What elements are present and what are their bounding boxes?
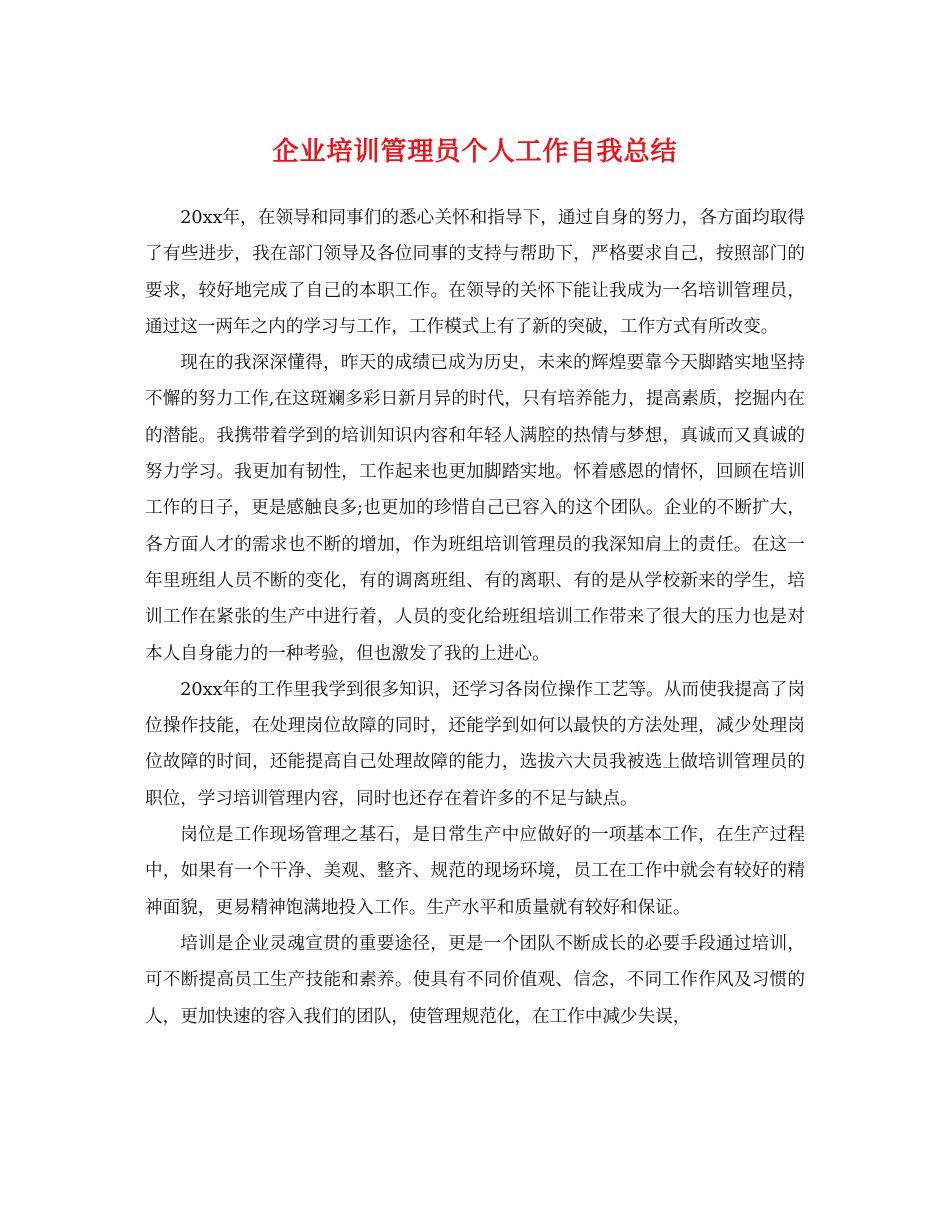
paragraph: 20xx年的工作里我学到很多知识，还学习各岗位操作工艺等。从而使我提高了岗位操作技能，在处理岗位故障的同时，还能学到如何以最快的方法处理，减少处理岗位故障的时间，还能提高自己处理故障的能力，选拔六大员我被选上做培训管理员的职位，学习培训管理内容，同时也还存在着许多的不足与缺点。 xyxy=(145,679,805,809)
document-title: 企业培训管理员个人工作自我总结 xyxy=(272,137,678,167)
paragraph: 20xx年，在领导和同事们的悉心关怀和指导下，通过自身的努力，各方面均取得了有些进步，我在部门领导及各位同事的支持与帮助下，严格要求自己，按照部门的要求，较好地完成了自己的本职工作。在领导的关怀下能让我成为一名培训管理员，通过这一两年之内的学习与工作，工作模式上有了新的突破，工作方式有所改变。 xyxy=(145,208,805,337)
document-body xyxy=(145,200,805,1035)
paragraph: 培训是企业灵魂宣贯的重要途径，更是一个团队不断成长的必要手段通过培训，可不断提高员工生产技能和素养。使具有不同价值观、信念，不同工作作风及习惯的人，更加快速的容入我们的团队，使管理规范化，在工作中减少失误， xyxy=(145,933,805,1027)
paragraph: 现在的我深深懂得，昨天的成绩已成为历史，未来的辉煌要靠今天脚踏实地坚持不懈的努力工作,在这斑斓多彩日新月异的时代，只有培养能力，提高素质，挖掘内在的潜能。我携带着学到的培训知识内容和年轻人满腔的热情与梦想，真诚而又真诚的努力学习。我更加有韧性，工作起来也更加脚踏实地。怀着感恩的情怀，回顾在培训工作的日子，更是感触良多;也更加的珍惜自己已容入的这个团队。企业的不断扩大，各方面人才的需求也不断的增加，作为班组培训管理员的我深知肩上的责任。在这一年里班组人员不断的变化，有的调离班组、有的离职、有的是从学校新来的学生，培训工作在紧张的生产中进行着，人员的变化给班组培训工作带来了很大的压力也是对本人自身能力的一种考验，但也激发了我的上进心。 xyxy=(145,353,805,664)
paragraph: 岗位是工作现场管理之基石，是日常生产中应做好的一项基本工作，在生产过程中，如果有一个干净、美观、整齐、规范的现场环境，员工在工作中就会有较好的精神面貌，更易精神饱满地投入工作。生产水平和质量就有较好和保证。 xyxy=(145,825,805,918)
